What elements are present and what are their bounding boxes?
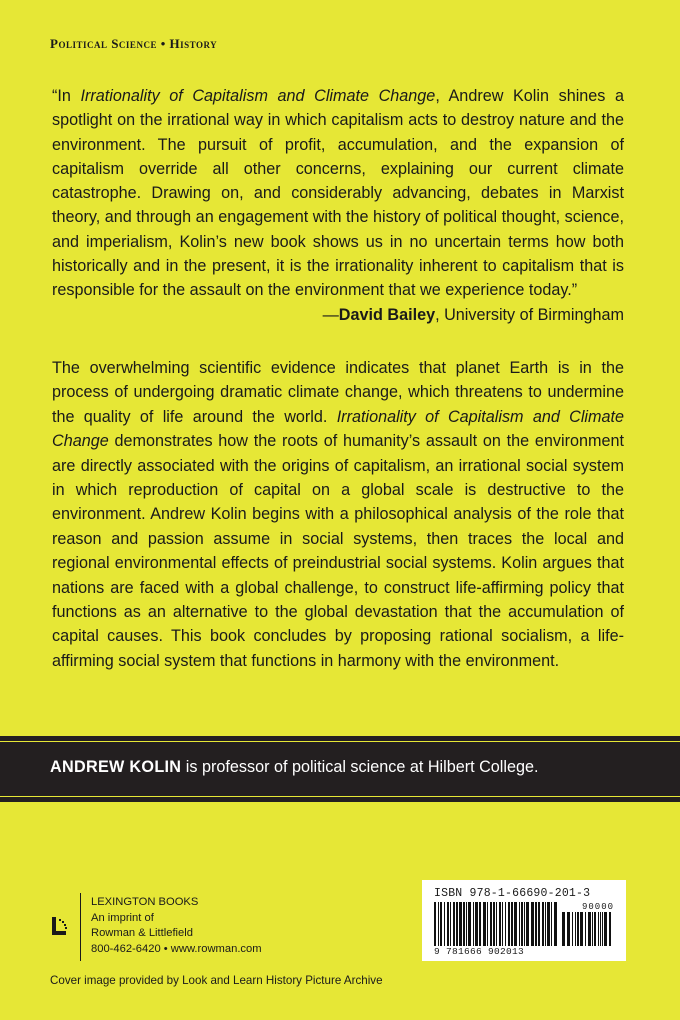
isbn-barcode bbox=[422, 880, 626, 961]
description-book-title: Irrationality of Capitalism and Climate Change bbox=[52, 407, 624, 451]
quote-book-title: Irrationality of Capitalism and Climate Change bbox=[80, 87, 436, 105]
quote-body: , Andrew Kolin shines a spotlight on the irrational way in which capitalism acts to destroy nature and the environment. The pursuit of profit, accumulation, and the expansion of capitalism override all other concerns, explaining our current climate catastrophe. Drawing on, and considerably advancing, debates in Marxist theory, and through an engagement with the history of political thought, science, and imperialism, Kolin’s new book shows us in no uncertain terms how both historically and in the present, it is the irrationality inherent to capitalism that is responsible for the assault on the environment that we experience today.” bbox=[52, 87, 625, 300]
quote-open: “In bbox=[52, 87, 81, 105]
barcode-digits: 9 781666 902013 bbox=[434, 946, 525, 957]
band-top-rule bbox=[0, 741, 680, 742]
author-bio bbox=[50, 758, 538, 777]
category-heading: Political Science • History bbox=[50, 36, 218, 51]
author-name: ANDREW KOLIN bbox=[50, 758, 182, 776]
publisher-name: LEXINGTON BOOKS bbox=[91, 896, 199, 908]
description-part1: The overwhelming scientific evidence indicates that planet Earth is in the process of undergoing dramatic climate change, which threatens to undermine the quality of life around the world. bbox=[52, 359, 624, 426]
addon-barcode-bars-icon bbox=[562, 912, 614, 954]
image-credit: Cover image provided by Look and Learn History Picture Archive bbox=[50, 974, 383, 987]
publisher-divider bbox=[80, 893, 81, 961]
publisher-imprint: An imprint of bbox=[91, 911, 154, 924]
lexington-logo-icon bbox=[50, 915, 70, 937]
barcode-bars-icon bbox=[434, 902, 558, 946]
quote-dash: — bbox=[322, 305, 339, 324]
author-bio-band bbox=[0, 736, 680, 802]
endorsement-quote bbox=[52, 84, 624, 327]
author-bio-text: is professor of political science at Hilbert College. bbox=[181, 758, 539, 776]
book-description bbox=[52, 356, 624, 673]
quote-author: David Bailey bbox=[338, 305, 436, 324]
band-bottom-rule bbox=[0, 796, 680, 797]
description-part2: demonstrates how the roots of humanity’s assault on the environment are directly associated with the origins of capitalism, an irrational social system in which reproduction of capital on a global scale is destructive to the environment. Andrew Kolin begins with a philosophical analysis of the role that reason and passion assume in social systems, then traces the local and regional environmental effects of preindustrial social systems. Kolin argues that nations are faced with a global challenge, to construct life-affirming policy that functions as an alternative to the global devastation that the accumulation of capital causes. This book concludes by proposing rational socialism, a life-affirming social system that functions in harmony with the environment. bbox=[52, 432, 624, 670]
isbn-number: ISBN 978-1-66690-201-3 bbox=[434, 887, 591, 900]
publisher-info bbox=[91, 895, 262, 957]
publisher-parent: Rowman & Littlefield bbox=[91, 927, 193, 940]
quote-affiliation: , University of Birmingham bbox=[435, 305, 624, 324]
quote-attribution bbox=[323, 303, 624, 327]
price-code: 90000 bbox=[582, 902, 615, 912]
publisher-contact: 800-462-6420 • www.rowman.com bbox=[91, 942, 262, 955]
